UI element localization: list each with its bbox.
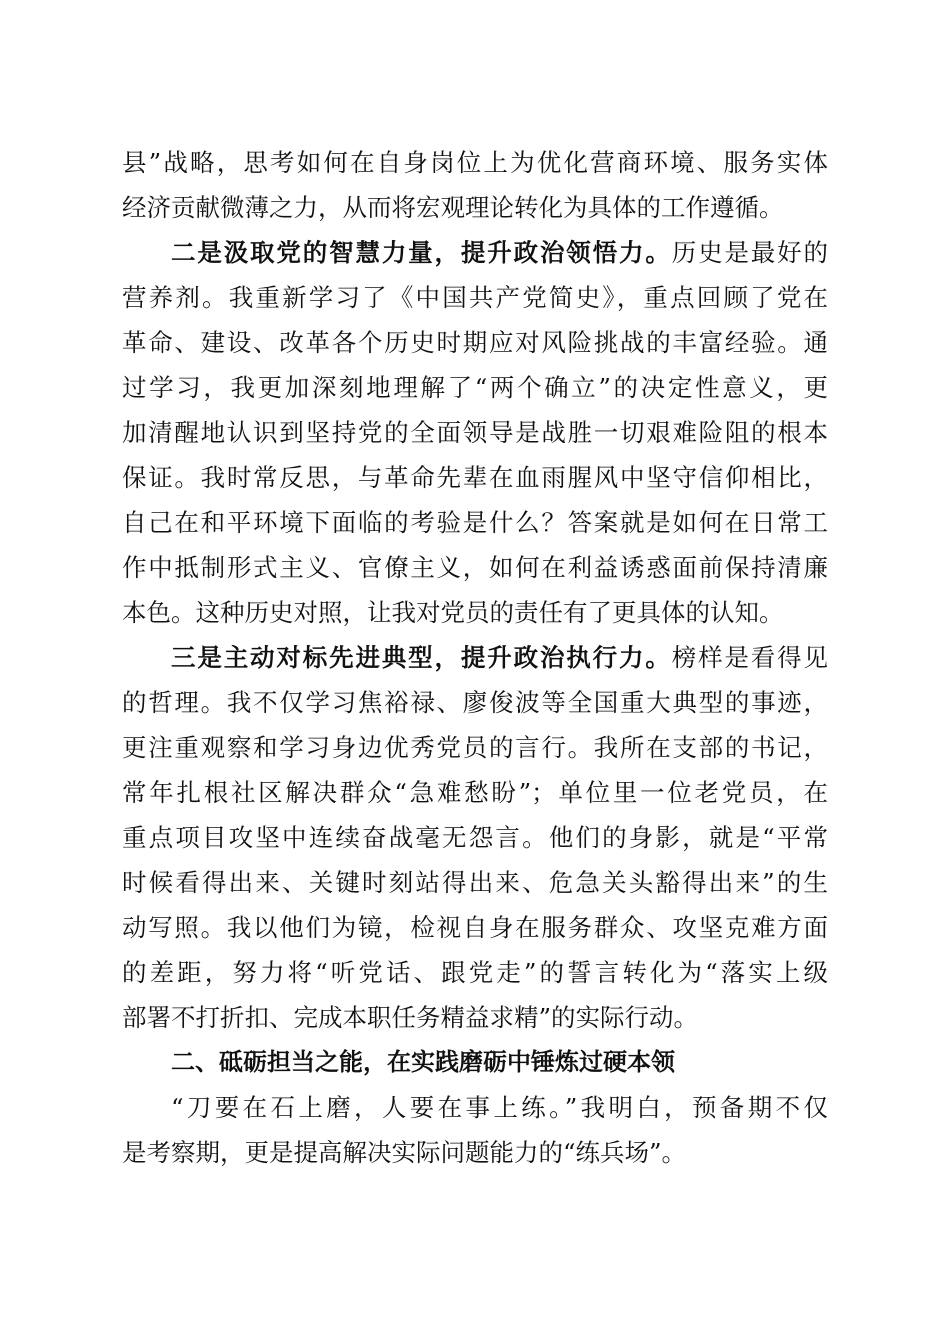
- paragraph-text: 历史是最好的: [671, 238, 829, 267]
- paragraph-line: [122, 230, 828, 275]
- paragraph-line: 革命、建设、改革各个历史时期应对风险挑战的丰富经验。通: [122, 328, 828, 357]
- paragraph-line: 的哲理。我不仅学习焦裕禄、廖俊波等全国重大典型的事迹，: [122, 688, 828, 717]
- paragraph-line: 常年扎根社区解决群众“急难愁盼”；单位里一位老党员，在: [122, 778, 828, 807]
- paragraph-line: [122, 635, 828, 680]
- paragraph-line: 自己在和平环境下面临的考验是什么？答案就是如何在日常工: [122, 508, 828, 537]
- paragraph-lead-bold: 三是主动对标先进典型，提升政治执行力。: [171, 643, 672, 672]
- paragraph-line: 过学习，我更加深刻地理解了“两个确立”的决定性意义，更: [122, 373, 828, 402]
- paragraph-line: 重点项目攻坚中连续奋战毫无怨言。他们的身影，就是“平常: [122, 823, 828, 852]
- section-heading: 二、砥砺担当之能，在实践磨砺中锤炼过硬本领: [171, 1048, 675, 1076]
- paragraph-line: 动写照。我以他们为镜，检视自身在服务群众、攻坚克难方面: [122, 913, 828, 942]
- paragraph-line: 是考察期，更是提高解决实际问题能力的“练兵场”。: [122, 1138, 687, 1167]
- paragraph-line: “刀要在石上磨，人要在事上练。”我明白，预备期不仅: [171, 1093, 828, 1122]
- paragraph-text: 榜样是看得见: [671, 643, 829, 672]
- paragraph-line: 加清醒地认识到坚持党的全面领导是战胜一切艰难险阻的根本: [122, 418, 828, 447]
- paragraph-line: 更注重观察和学习身边优秀党员的言行。我所在支部的书记，: [122, 733, 828, 762]
- paragraph-lead-bold: 二是汲取党的智慧力量，提升政治领悟力。: [171, 238, 672, 267]
- paragraph-line: 经济贡献微薄之力，从而将宏观理论转化为具体的工作遵循。: [122, 193, 784, 222]
- paragraph-line: 县”战略，思考如何在自身岗位上为优化营商环境、服务实体: [122, 148, 828, 177]
- paragraph-line: 作中抵制形式主义、官僚主义，如何在利益诱惑面前保持清廉: [122, 553, 828, 582]
- paragraph-line: 营养剂。我重新学习了《中国共产党简史》，重点回顾了党在: [122, 283, 828, 312]
- document-body: [122, 140, 828, 1175]
- paragraph-line: 本色。这种历史对照，让我对党员的责任有了更具体的认知。: [122, 598, 784, 627]
- paragraph-line: 部署不打折扣、完成本职任务精益求精”的实际行动。: [122, 1003, 699, 1032]
- paragraph-line: 保证。我时常反思，与革命先辈在血雨腥风中坚守信仰相比，: [122, 463, 828, 492]
- paragraph-line: 的差距，努力将“听党话、跟党走”的誓言转化为“落实上级: [122, 958, 828, 987]
- paragraph-line: 时候看得出来、关键时刻站得出来、危急关头豁得出来”的生: [122, 868, 828, 897]
